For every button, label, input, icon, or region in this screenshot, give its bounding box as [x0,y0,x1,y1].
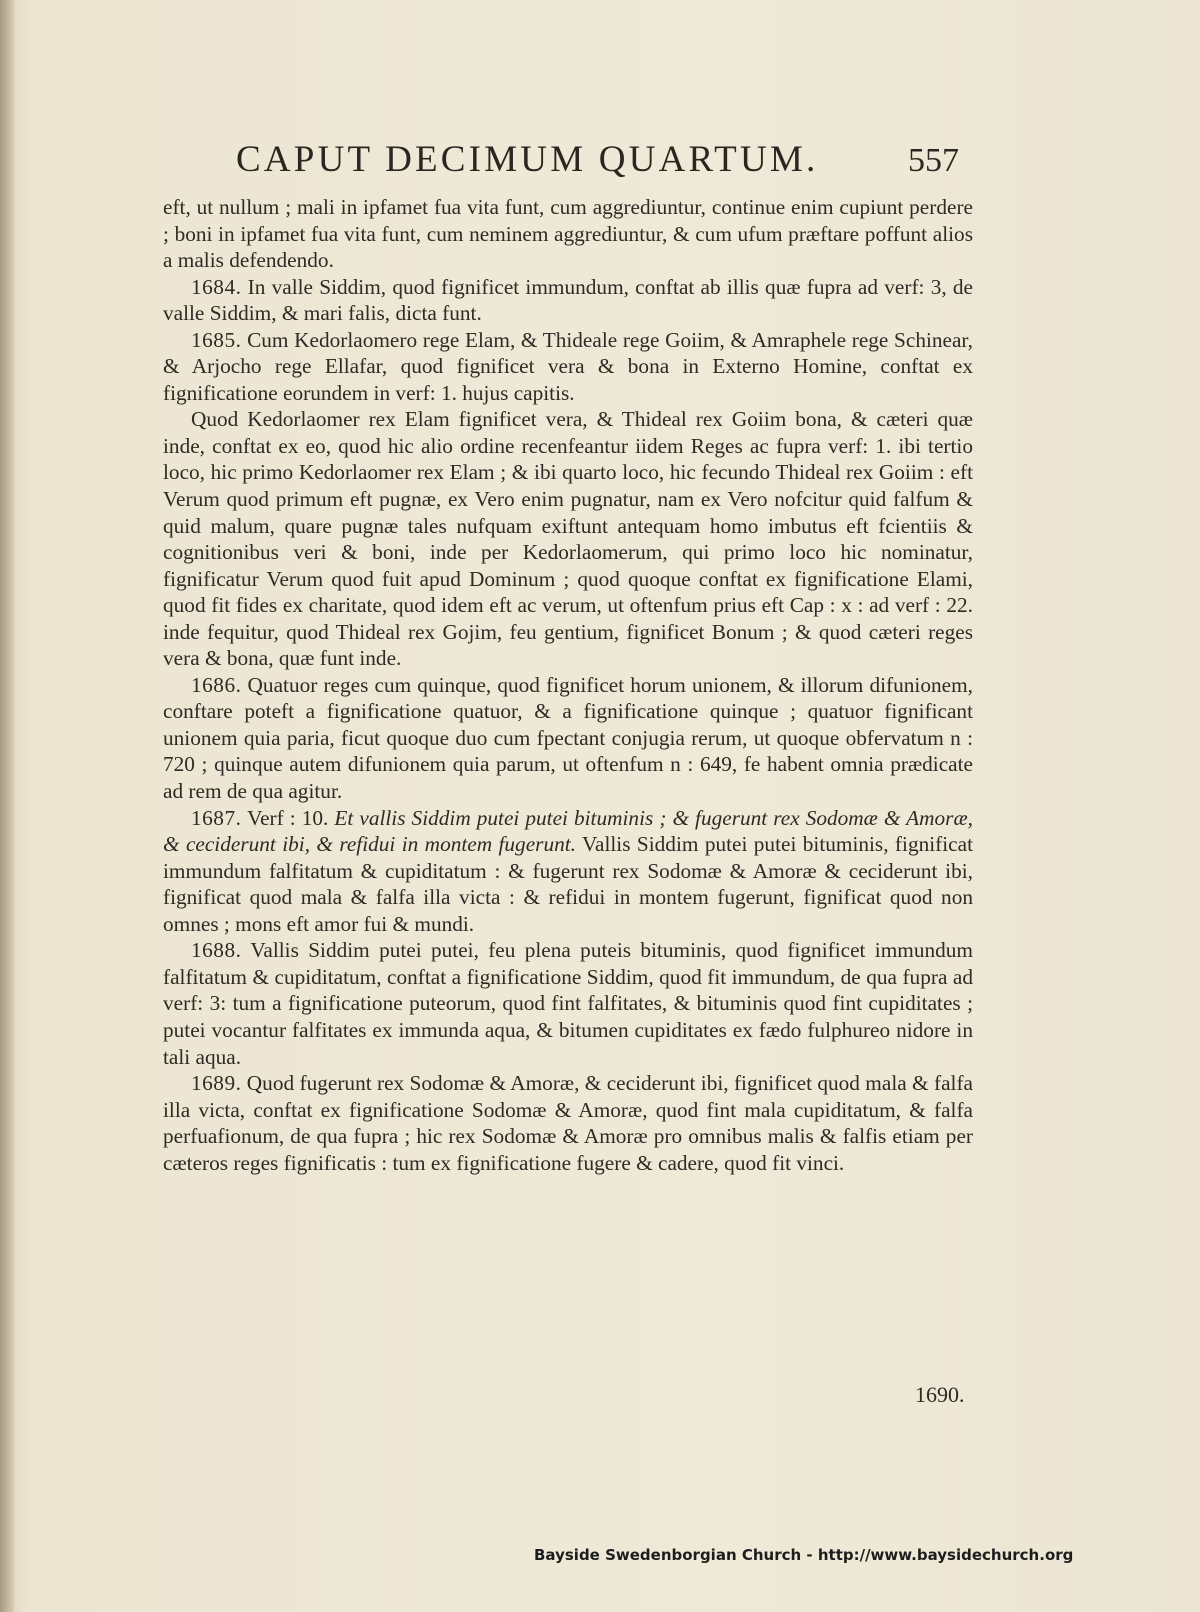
page-number: 557 [908,142,959,179]
running-title: CAPUT DECIMUM QUARTUM. [236,139,819,180]
paragraph-number: 1688. [191,938,242,963]
paragraph-text: Cum Kedorlaomero rege Elam, & Thideale rege Goiim, & Amraphele rege Schinear, & Arjocho rege Ellafar, quod fignificet vera & bona in Externo Homine, conftat ex fignificatione eorundem in verf: 1. hujus capitis. [163,327,973,405]
paragraph-text: Quod fugerunt rex Sodomæ & Amoræ, & ceciderunt ibi, fignificet quod mala & falfa illa victa, conftat ex fignificatione Sodomæ & Amoræ, quod fint mala cupiditatum, & falfa perfuafionum, de qua fupra ; hic rex Sodomæ & Amoræ pro omnibus malis & falfis etiam per cæteros reges fignificatis : tum ex fignificatione fugere & cadere, quod fit vinci. [163,1071,973,1175]
catchword: 1690. [915,1382,965,1407]
paragraph-text: Quatuor reges cum quinque, quod fignificet horum unionem, & illorum difunionem, conftare poteft a fignificatione quatuor, & a fignificatione quinque ; quatuor fignificant unionem quia paria, ficut quoque duo cum fpectant conjugia rerum, ut quoque obfervatum n : 720 ; quinque autem difunionem quia parum, ut oftenfum n : 649, fe habent omnia prædicate ad rem de qua agitur. [163,672,973,804]
footer-credit: Bayside Swedenborgian Church - http://www.baysidechurch.org [534,1546,1074,1564]
paragraph-number: 1684. [191,274,242,299]
paragraph-text: Vallis Siddim putei putei bituminis, fignificat immundum falfitatum & cupiditatum : & fugerunt rex Sodomæ & Amoræ & ceciderunt ibi, fignificat quod mala & falfa illa victa : & refidui in montem fugerunt, fignificat quod non omnes ; mons eft amor fui & mundi. [163,832,973,936]
paragraph-1685 [163,327,973,407]
paragraph-1685-continued [163,406,973,671]
paragraph-text: In valle Siddim, quod fignificet immundum, conftat ab illis quæ fupra ad verf: 3, de valle Siddim, & mari falis, dicta funt. [163,274,973,326]
paragraph-text: Quod Kedorlaomer rex Elam fignificet vera, & Thideal rex Goiim bona, & cæteri quæ inde, conftat ex eo, quod hic alio ordine recenfeantur iidem Reges ac fupra verf: 1. ibi tertio loco, hic primo Kedorlaomer rex Elam ; & ibi quarto loco, hic fecundo Thideal rex Goiim : eft Verum quod primum eft pugnæ, ex Vero enim pugnatur, nam ex Vero nofcitur quid falfum & quid malum, quare pugnæ tales nufquam exiftunt antequam homo imbutus eft fcientiis & cognitionibus veri & boni, inde per Kedorlaomerum, qui primo loco hic nominatur, fignificatur Verum quod fuit apud Dominum ; quod quoque conftat ex fignificatione Elami, quod fit fides ex charitate, quod idem eft ac verum, ut oftenfum prius eft Cap : x : ad verf : 22. inde fequitur, quod Thideal rex Gojim, feu gentium, fignificet Bonum ; & quod cæteri reges vera & bona, quæ funt inde. [163,407,973,671]
paragraph-1689 [163,1070,973,1176]
paragraph-1684 [163,274,973,327]
paragraph-number: 1685. [191,327,242,352]
body-text [163,194,973,1176]
page-gutter [0,0,14,1612]
paragraph-1686 [163,672,973,805]
paragraph-1687 [163,805,973,938]
verse-reference: Verf : 10. [247,805,329,830]
paragraph-number: 1689. [191,1071,242,1096]
paragraph-number: 1686. [191,672,242,697]
page-header [228,138,968,190]
paragraph-1688 [163,937,973,1070]
paragraph-continuation [163,194,973,274]
scripture-quote: Et vallis Siddim putei putei bituminis ; & fugerunt rex Sodomæ & Amoræ, & ceciderunt ibi, & refidui in montem fugerunt. [163,805,973,857]
paragraph-text: Vallis Siddim putei putei, feu plena puteis bituminis, quod fignificet immundum falfitatum & cupiditatum, conftat a fignificatione Siddim, quod fit immundum, de qua fupra ad verf: 3: tum a fignificatione puteorum, quod fint falfitates, & bituminis quod fint cupiditates ; putei vocantur falfitates ex immunda aqua, & bitumen cupiditates ex fædo fulphureo nidore in tali aqua. [163,938,973,1069]
paragraph-text: eft, ut nullum ; mali in ipfamet fua vita funt, cum aggrediuntur, continue enim cupiunt perdere ; boni in ipfamet fua vita funt, cum neminem aggrediuntur, & cum ufum præftare poffunt alios a malis defendendo. [163,195,973,273]
paragraph-number: 1687. [191,805,242,830]
